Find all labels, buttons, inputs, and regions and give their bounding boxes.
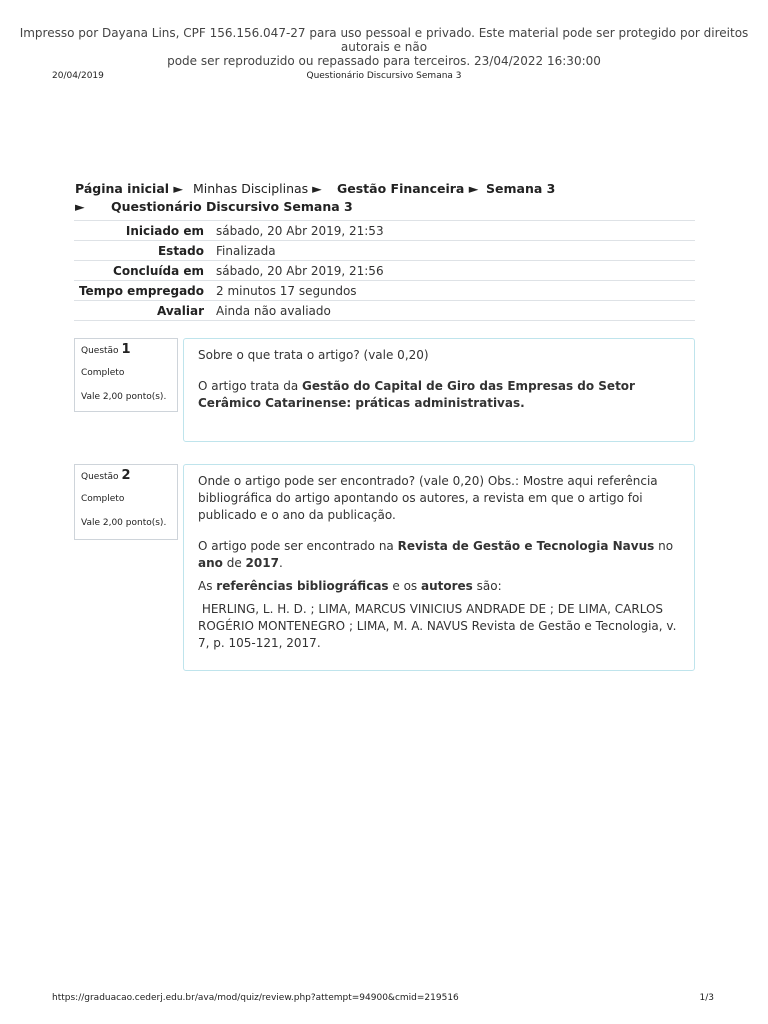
breadcrumb-home[interactable]: Página inicial ► — [75, 181, 184, 196]
question-2-content — [183, 464, 695, 671]
question-number: Questão 2 — [81, 468, 131, 483]
print-date: 20/04/2019 — [52, 71, 104, 81]
summary-value: sábado, 20 Abr 2019, 21:53 — [216, 223, 384, 238]
summary-value: Finalizada — [216, 243, 276, 258]
summary-label: Iniciado em — [125, 223, 204, 238]
question-answer-reference: HERLING, L. H. D. ; LIMA, MARCUS VINICIUS ANDRADE DE ; DE LIMA, CARLOS ROGÉRIO MONTENEGRO ; LIMA, M. A. NAVUS Revista de Gestão e Tecnologia, v. 7, p. 105-121, 2017. — [198, 602, 681, 650]
question-points: Vale 2,00 ponto(s). — [81, 392, 167, 402]
watermark-line-1: Impresso por Dayana Lins, CPF 156.156.047-27 para uso pessoal e privado. Este material pode ser protegido por direitos autorais e não — [19, 26, 749, 54]
question-answer-location: O artigo pode ser encontrado na Revista de Gestão e Tecnologia Navus no ano de 2017. — [198, 539, 674, 570]
summary-label: Concluída em — [113, 263, 204, 278]
page-url: https://graduacao.cederj.edu.br/ava/mod/quiz/review.php?attempt=94900&cmid=219516 — [52, 993, 459, 1003]
copyright-watermark — [0, 26, 768, 68]
summary-value: sábado, 20 Abr 2019, 21:56 — [216, 263, 384, 278]
breadcrumb-gestao-financeira[interactable]: Gestão Financeira ► — [337, 181, 479, 196]
page-number: 1/3 — [699, 993, 714, 1003]
summary-label: Tempo empregado — [78, 283, 204, 298]
breadcrumb-arrow-icon: ► — [75, 199, 85, 214]
summary-row-grade — [74, 301, 695, 321]
question-points: Vale 2,00 ponto(s). — [81, 518, 167, 528]
watermark-line-2: pode ser reproduzido ou repassado para terceiros. 23/04/2022 16:30:00 — [167, 54, 601, 68]
summary-row-started — [74, 221, 695, 241]
summary-label: Estado — [157, 243, 204, 258]
question-number: Questão 1 — [81, 342, 131, 357]
question-2-info — [74, 464, 178, 540]
question-prompt: Sobre o que trata o artigo? (vale 0,20) — [198, 348, 429, 362]
question-1-content — [183, 338, 695, 442]
summary-value: 2 minutos 17 segundos — [216, 283, 357, 298]
question-1-info — [74, 338, 178, 412]
print-title: Questionário Discursivo Semana 3 — [306, 71, 462, 81]
summary-row-completed — [74, 261, 695, 281]
summary-row-state — [74, 241, 695, 261]
breadcrumb-minhas-disciplinas[interactable]: Minhas Disciplinas ► — [193, 181, 322, 196]
question-status: Completo — [81, 368, 125, 378]
attempt-summary-table — [74, 220, 695, 321]
breadcrumb-semana[interactable]: Semana 3 — [486, 181, 556, 196]
breadcrumb — [75, 180, 695, 216]
question-prompt: Onde o artigo pode ser encontrado? (vale 0,20) Obs.: Mostre aqui referência bibliográfica do artigo apontando os autores, a revista em que o artigo foi publicado e o ano da publicação. — [198, 474, 658, 522]
question-answer-references-intro: As referências bibliográficas e os autores são: — [198, 579, 502, 593]
question-status: Completo — [81, 494, 125, 504]
question-answer: O artigo trata da Gestão do Capital de Giro das Empresas do Setor Cerâmico Catarinense: práticas administrativas. — [198, 379, 635, 410]
summary-label: Avaliar — [156, 303, 204, 318]
summary-row-time-taken — [74, 281, 695, 301]
summary-value: Ainda não avaliado — [216, 303, 331, 318]
breadcrumb-current: Questionário Discursivo Semana 3 — [111, 199, 353, 214]
